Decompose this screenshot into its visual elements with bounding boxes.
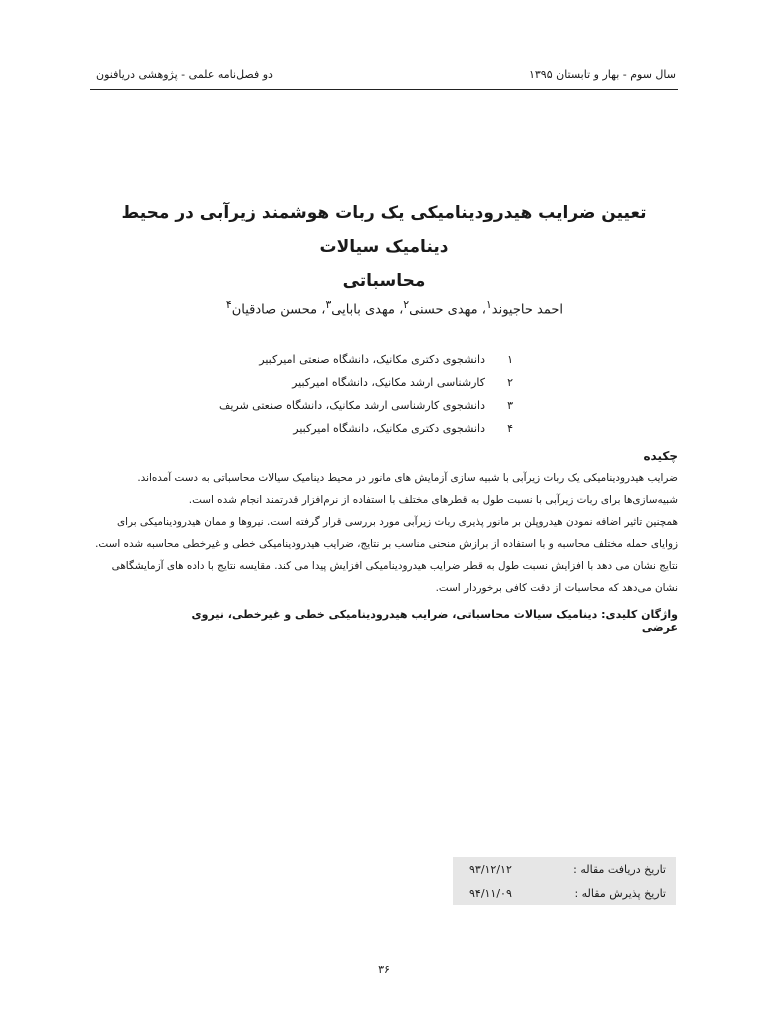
title-line-2: محاسباتی [342, 271, 426, 291]
author-name: محسن صادقیان [231, 302, 318, 318]
journal-name: دو فصل‌نامه علمی - پژوهشی دریافنون [96, 68, 273, 81]
received-row [453, 859, 676, 881]
abstract-body [90, 467, 678, 599]
affiliation-number: ۳ [507, 399, 513, 412]
author-sup: ۲ [403, 298, 410, 311]
issue-info: سال سوم - بهار و تابستان ۱۳۹۵ [528, 68, 676, 81]
author-sup: ۳ [325, 298, 332, 311]
abstract-line: ضرایب هیدرودینامیکی یک ربات زیرآبی با شبیه سازی آزمایش های مانور در محیط دینامیک سیالات محاسباتی به دست آمده‌اند. [137, 472, 678, 484]
author-list: احمد حاجیوند$^۱$، مهدی حسنی$^۲$، مهدی بابایی$^۳$، محسن صادقیان$^۴$ [225, 298, 563, 318]
accepted-date: ۹۴/۱۱/۰۹ [469, 887, 512, 900]
author-name: احمد حاجیوند [491, 302, 563, 318]
affiliation-number: ۴ [507, 422, 513, 435]
abstract-heading: چکیده [643, 449, 678, 463]
affiliation-number: ۲ [507, 376, 513, 389]
keywords [190, 608, 678, 634]
author-name: مهدی حسنی [409, 302, 478, 318]
affiliation-item [219, 371, 513, 394]
affiliation-item [219, 394, 513, 417]
dates-box [453, 857, 676, 905]
affiliation-text: دانشجوی دکتری مکانیک، دانشگاه امیرکبیر [293, 422, 485, 435]
page-number: ۳۶ [378, 963, 390, 976]
author-sup: ۴ [225, 298, 232, 311]
keywords-text: دینامیک سیالات محاسباتی، ضرایب هیدرودینامیکی خطی و غیرخطی، نیروی عرضی [191, 608, 678, 634]
affiliation-text: دانشجوی کارشناسی ارشد مکانیک، دانشگاه صنعتی شریف [218, 399, 485, 412]
received-date: ۹۳/۱۲/۱۲ [469, 863, 512, 876]
affiliation-item [219, 417, 513, 440]
abstract-line: زوایای حمله مختلف محاسبه و با استفاده از برازش منحنی مناسب بر نتایج، ضرایب هیدرودینامیکی خطی و غیرخطی محاسبه شده است. [95, 538, 678, 550]
paper-title [90, 196, 678, 298]
affiliation-number: ۱ [507, 353, 513, 366]
abstract-line: شبیه‌سازی‌ها برای ربات زیرآبی با نسبت طول به قطرهای مختلف با استفاده از نرم‌افزار قدرتمند انجام شده است. [188, 494, 678, 506]
keywords-label: واژگان کلیدی: [601, 608, 678, 621]
received-label: تاریخ دریافت مقاله : [573, 863, 666, 876]
accepted-row [453, 883, 676, 905]
affiliations [219, 348, 513, 440]
author-sup: ۱ [485, 298, 492, 311]
affiliation-text: کارشناسی ارشد مکانیک، دانشگاه امیرکبیر [292, 376, 485, 389]
abstract-line: نشان می‌دهد که محاسبات از دقت کافی برخوردار است. [435, 582, 678, 594]
abstract-line: نتایج نشان می دهد با افزایش نسبت طول به قطر ضرایب هیدرودینامیکی افزایش پیدا می کند. مقایسه نتایج با داده های آزمایشگاهی [111, 560, 678, 572]
abstract-line: همچنین تاثیر اضافه نمودن هیدروپلن بر مانور پذیری ربات زیرآبی مورد بررسی قرار گرفته است. نیروها و ممان هیدرودینامیکی برای [116, 516, 678, 528]
accepted-label: تاریخ پذیرش مقاله : [574, 887, 666, 900]
affiliation-item [219, 348, 513, 371]
affiliation-text: دانشجوی دکتری مکانیک، دانشگاه صنعتی امیرکبیر [259, 353, 485, 366]
title-line-1: تعیین ضرایب هیدرودینامیکی یک ربات هوشمند زیرآبی در محیط دینامیک سیالات [121, 203, 647, 257]
author-name: مهدی بابایی [331, 302, 395, 318]
header-divider [90, 89, 678, 90]
